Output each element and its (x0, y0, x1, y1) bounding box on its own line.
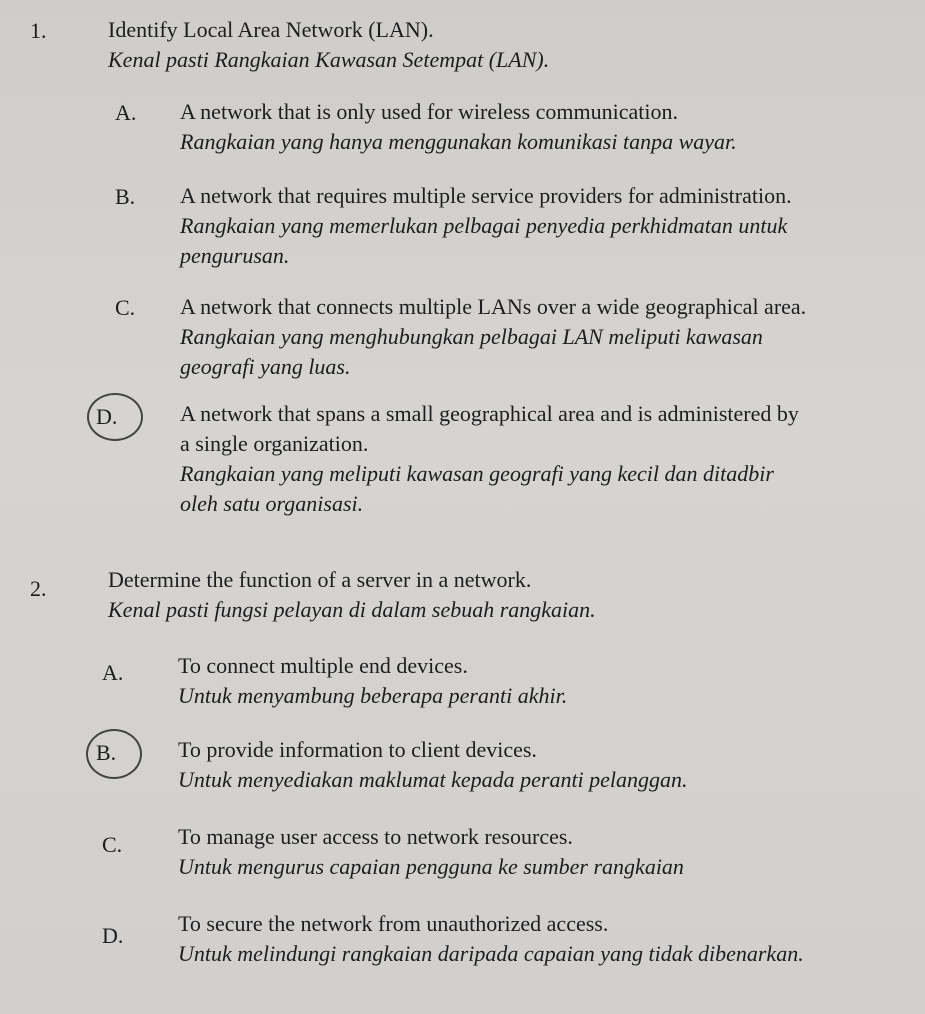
q2-option-a-label: A. (102, 660, 124, 685)
q1-a-ms-1: Rangkaian yang hanya menggunakan komunikasi tanpa wayar. (180, 129, 737, 154)
q1-option-c-label: C. (115, 295, 136, 320)
q1-c-ms-1: Rangkaian yang menghubungkan pelbagai LAN meliputi kawasan (180, 324, 763, 349)
question-1-en: Identify Local Area Network (LAN). (108, 17, 434, 42)
q1-c-en-1: A network that connects multiple LANs over a wide geographical area. (180, 294, 807, 319)
q2-b-ms-1: Untuk menyediakan maklumat kepada peranti pelanggan. (178, 767, 688, 792)
question-1-number: 1. (30, 18, 47, 43)
q1-option-d-label: D. (96, 404, 118, 429)
q2-a-en-1: To connect multiple end devices. (178, 653, 468, 678)
question-2-number: 2. (30, 576, 47, 601)
q2-a-ms-1: Untuk menyambung beberapa peranti akhir. (178, 683, 568, 708)
q2-option-c-text (178, 822, 684, 882)
q2-option-d-text (178, 909, 804, 969)
question-1-text (108, 15, 549, 75)
question-2-en: Determine the function of a server in a network. (108, 567, 532, 592)
q1-d-en-1: A network that spans a small geographical area and is administered by (180, 401, 799, 426)
q2-option-c-label: C. (102, 832, 123, 857)
question-2-text (108, 565, 596, 625)
question-2-ms: Kenal pasti fungsi pelayan di dalam sebuah rangkaian. (108, 597, 596, 622)
q2-c-en-1: To manage user access to network resources. (178, 824, 573, 849)
q1-d-ms-1: Rangkaian yang meliputi kawasan geografi yang kecil dan ditadbir (180, 461, 774, 486)
q1-option-b-text (180, 181, 792, 271)
q2-option-a-text (178, 651, 567, 711)
q1-option-a-text (180, 97, 737, 157)
q1-b-ms-1: Rangkaian yang memerlukan pelbagai penyedia perkhidmatan untuk (180, 213, 788, 238)
q2-option-b-label: B. (96, 740, 117, 765)
q1-b-ms-2: pengurusan. (180, 243, 290, 268)
q1-d-ms-2: oleh satu organisasi. (180, 491, 364, 516)
q2-option-d-label: D. (102, 923, 124, 948)
q2-d-ms-1: Untuk melindungi rangkaian daripada capaian yang tidak dibenarkan. (178, 941, 804, 966)
q1-c-ms-2: geografi yang luas. (180, 354, 351, 379)
q1-option-c-text (180, 292, 806, 382)
q1-option-b-label: B. (115, 184, 136, 209)
q2-option-b-text (178, 735, 688, 795)
q1-option-d-text (180, 399, 799, 519)
q2-c-ms-1: Untuk mengurus capaian pengguna ke sumber rangkaian (178, 854, 684, 879)
q2-b-en-1: To provide information to client devices. (178, 737, 537, 762)
q1-b-en-1: A network that requires multiple service providers for administration. (180, 183, 792, 208)
q1-option-a-label: A. (115, 100, 137, 125)
q2-d-en-1: To secure the network from unauthorized access. (178, 911, 609, 936)
q1-d-en-2: a single organization. (180, 431, 369, 456)
q1-a-en-1: A network that is only used for wireless communication. (180, 99, 678, 124)
question-1-ms: Kenal pasti Rangkaian Kawasan Setempat (LAN). (108, 47, 550, 72)
